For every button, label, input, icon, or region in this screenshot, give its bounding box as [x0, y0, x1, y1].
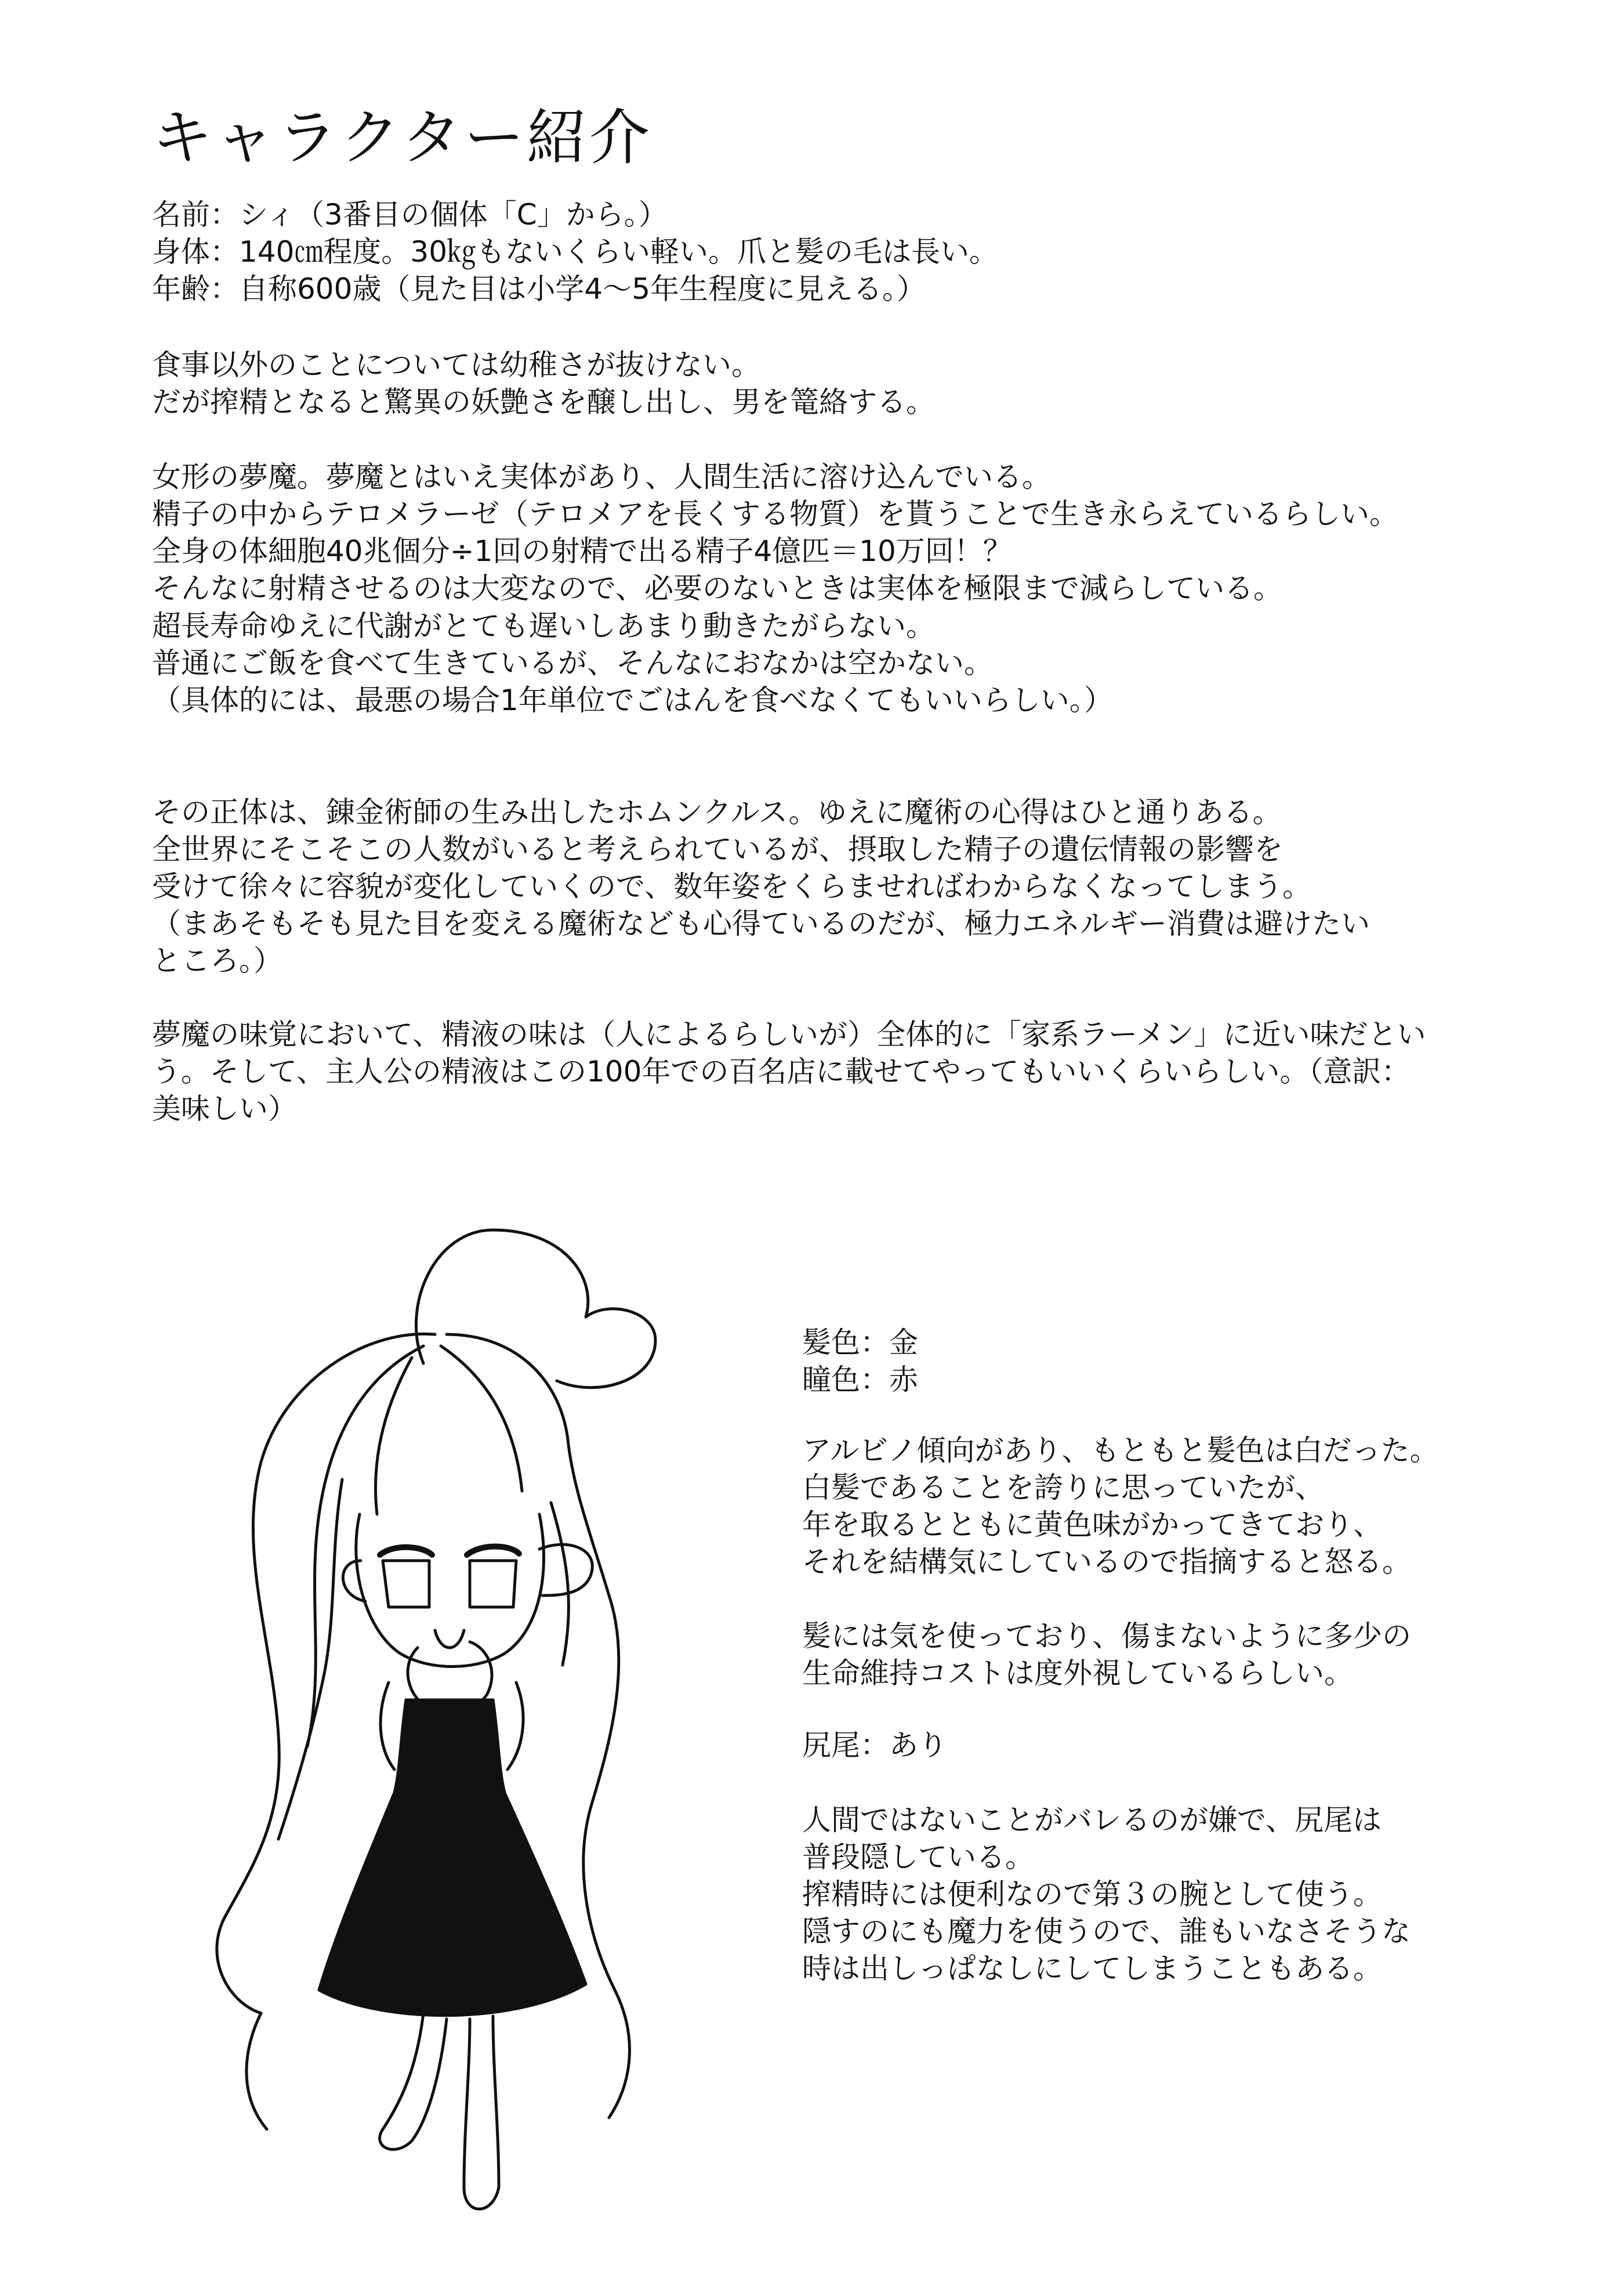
side-tail — [802, 1727, 947, 1764]
text-line: う。そして、主人公の精液はこの100年での百名店に載せてやってもいいくらいらしい。（意訳： — [152, 1055, 1411, 1088]
text-line: 普段隠している。 — [802, 1840, 1034, 1874]
profile-age: 年齢：自称600歳（見た目は小学4～5年生程度に見える。） — [152, 272, 926, 306]
text-line: 髪には気を使っており、傷まないように多少の — [802, 1619, 1411, 1653]
side-paragraph-hair — [802, 1432, 1439, 1580]
text-line: 受けて徐々に容貌が変化していくので、数年姿をくらませればわからなくなってしまう。 — [152, 870, 1311, 903]
text-line: 精子の中からテロメラーゼ（テロメアを長くする物質）を貰うことで生き永らえているらしい。 — [152, 497, 1398, 531]
text-line: 夢魔の味覚において、精液の味は（人によるらしいが）全体的に「家系ラーメン」に近い味だとい — [152, 1018, 1426, 1051]
text-line: 全世界にそこそこの人数がいると考えられているが、摂取した精子の遺伝情報の影響を — [152, 833, 1283, 866]
text-line: だが搾精となると驚異の妖艶さを醸し出し、男を篭絡する。 — [152, 385, 935, 419]
page-title: キャラクター紹介 — [152, 102, 652, 173]
hair-color: 髪色：金 — [802, 1326, 918, 1359]
mouth — [435, 1630, 464, 1648]
text-line: アルビノ傾向があり、もともと髪色は白だった。 — [802, 1434, 1439, 1467]
side-colors — [802, 1324, 918, 1398]
right-eye — [470, 1561, 516, 1607]
text-line: 食事以外のことについては幼稚さが抜けない。 — [152, 348, 760, 382]
eye-color: 瞳色：赤 — [802, 1363, 918, 1396]
left-eye — [383, 1561, 429, 1607]
text-line: 超長寿命ゆえに代謝がとても遅いしあまり動きたがらない。 — [152, 609, 935, 643]
character-illustration — [191, 1189, 742, 2245]
text-line: （具体的には、最悪の場合1年単位でごはんを食べなくてもいいらしい。） — [152, 683, 1113, 717]
dress — [319, 1700, 586, 2016]
tail-info: 尻尾：あり — [802, 1728, 947, 1762]
ahoge-curl — [416, 1230, 655, 1388]
profile-name: 名前：シィ（3番目の個体「C」から。） — [152, 198, 668, 231]
paragraph-nature — [152, 458, 1398, 607]
text-line: 搾精時には便利なので第３の腕として使う。 — [802, 1877, 1382, 1911]
text-line: 生命維持コストは度外視しているらしい。 — [802, 1656, 1353, 1690]
text-line: 年を取るとともに黄色味がかってきており、 — [802, 1508, 1382, 1542]
paragraph-personality — [152, 346, 935, 421]
right-leg — [464, 2016, 499, 2209]
text-line: 隠すのにも魔力を使うので、誰もいなさそうな — [802, 1915, 1411, 1948]
paragraph-origin — [152, 794, 1370, 979]
profile-block — [152, 196, 998, 307]
text-line: その正体は、錬金術師の生み出したホムンクルス。ゆえに魔術の心得はひと通りある。 — [152, 795, 1282, 829]
text-line: 美味しい） — [152, 1092, 297, 1126]
side-paragraph-tail — [802, 1801, 1411, 1987]
side-paragraph-care — [802, 1618, 1411, 1692]
text-line: 人間ではないことがバレるのが嫌で、尻尾は — [802, 1803, 1382, 1837]
text-line: そんなに射精させるのは大変なので、必要のないときは実体を極限まで減らしている。 — [152, 571, 1282, 605]
paragraph-taste — [152, 1016, 1426, 1127]
text-line: （まあそもそも見た目を変える魔術なども心得ているのだが、極力エネルギー消費は避けたい — [152, 907, 1370, 940]
profile-body: 身体：140㎝程度。30㎏もないくらい軽い。爪と髪の毛は長い。 — [152, 235, 999, 269]
text-line: ところ。） — [152, 944, 282, 978]
paragraph-metabolism — [152, 607, 1113, 719]
text-line: 時は出しっぱなしにしてしまうこともある。 — [802, 1952, 1382, 1985]
text-line: 全身の体細胞40兆個分÷1回の射精で出る精子4億匹＝10万回！？ — [152, 534, 1012, 568]
text-line: 普通にご飯を食べて生きているが、そんなにおなかは空かない。 — [152, 646, 993, 680]
text-line: 女形の夢魔。夢魔とはいえ実体があり、人間生活に溶け込んでいる。 — [152, 460, 1051, 494]
left-leg — [380, 2013, 447, 2150]
text-line: それを結構気にしているので指摘すると怒る。 — [802, 1545, 1411, 1579]
text-line: 白髪であることを誇りに思っていたが、 — [802, 1471, 1324, 1504]
